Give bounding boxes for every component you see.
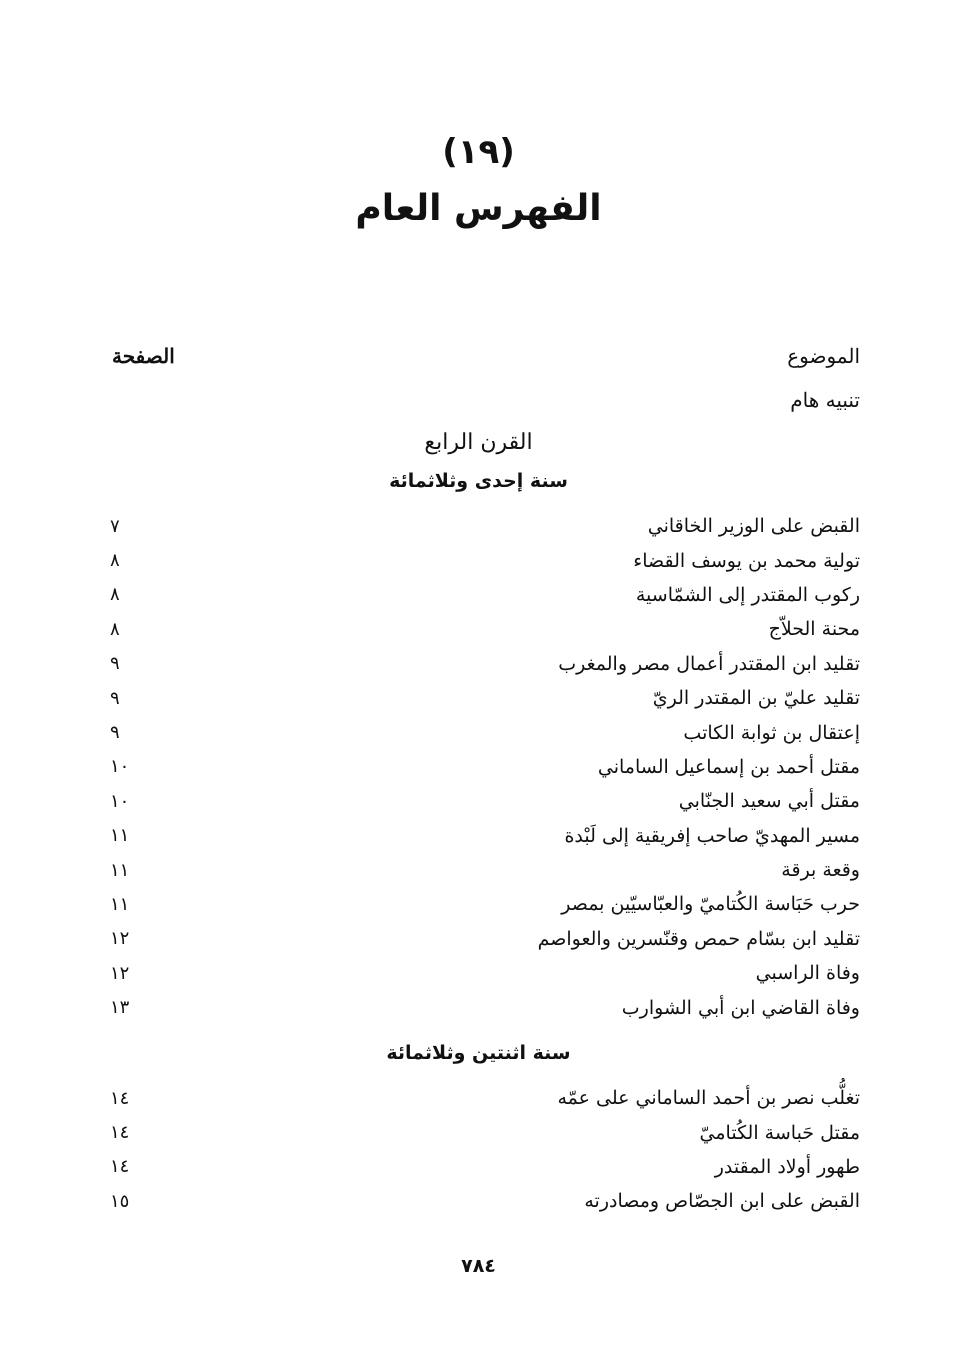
entry-title: مسير المهديّ صاحب إفريقية إلى لَبْدة xyxy=(564,824,860,847)
entry-page: ١٢ xyxy=(110,928,130,950)
list-item xyxy=(110,990,860,1024)
list-item xyxy=(110,509,860,543)
entry-title: تقليد ابن المقتدر أعمال مصر والمغرب xyxy=(558,652,860,675)
entry-title: حرب حَبَاسة الكُتاميّ والعبّاسيّين بمصر xyxy=(561,893,860,916)
list-item xyxy=(110,853,860,887)
entry-title: تغلُّب نصر بن أحمد الساماني على عمّه xyxy=(557,1087,860,1110)
topic-column-heading: الموضوع xyxy=(787,344,860,368)
entry-page: ١١ xyxy=(110,893,130,915)
entry-title: تولية محمد بن يوسف القضاء xyxy=(633,549,860,572)
entry-page: ٩ xyxy=(110,687,120,709)
entry-page: ٧ xyxy=(110,515,120,537)
entry-title: القبض على ابن الجصّاص ومصادرته xyxy=(584,1190,860,1213)
century-heading: القرن الرابع xyxy=(424,430,533,455)
entry-page: ١٤ xyxy=(110,1087,130,1109)
list-item xyxy=(110,543,860,577)
entry-page: ١٥ xyxy=(110,1190,130,1212)
entry-title: وفاة الراسبي xyxy=(755,962,860,985)
entry-page: ١١ xyxy=(110,859,130,881)
entry-title: إعتقال بن ثوابة الكاتب xyxy=(683,721,860,744)
list-item xyxy=(110,1184,860,1218)
list-item xyxy=(110,612,860,646)
list-item xyxy=(110,956,860,990)
list-item xyxy=(110,715,860,749)
entry-title: وفاة القاضي ابن أبي الشوارب xyxy=(621,996,860,1019)
entry-title: ركوب المقتدر إلى الشمّاسية xyxy=(635,583,860,606)
entry-title: مقتل أبي سعيد الجنّابي xyxy=(678,790,860,813)
page-number: ٧٨٤ xyxy=(461,1255,496,1277)
page-title: الفهرس العام xyxy=(355,188,602,229)
list-item xyxy=(110,1150,860,1184)
entry-page: ١٤ xyxy=(110,1122,130,1144)
list-item xyxy=(110,819,860,853)
entry-title: القبض على الوزير الخاقاني xyxy=(647,515,860,538)
page-column-heading: الصفحة xyxy=(112,344,175,368)
list-item xyxy=(110,647,860,681)
entry-title: وقعة برقة xyxy=(781,859,860,882)
entry-page: ١٢ xyxy=(110,962,130,984)
section-heading-year-301: سنة إحدى وثلاثمائة xyxy=(389,470,568,492)
entry-page: ١٠ xyxy=(110,790,130,812)
entry-title: طهور أولاد المقتدر xyxy=(714,1155,860,1178)
entry-page: ١١ xyxy=(110,825,130,847)
chapter-number: (١٩) xyxy=(442,132,515,172)
section-heading-year-302: سنة اثنتين وثلاثمائة xyxy=(386,1042,571,1064)
list-item xyxy=(110,922,860,956)
entry-page: ١٤ xyxy=(110,1156,130,1178)
entry-title: تقليد ابن بسّام حمص وقنّسرين والعواصم xyxy=(537,927,860,950)
entry-page: ٨ xyxy=(110,618,120,640)
list-item xyxy=(110,750,860,784)
entry-page: ٨ xyxy=(110,584,120,606)
list-item xyxy=(110,578,860,612)
important-notice: تنبيه هام xyxy=(790,388,860,412)
entry-page: ٩ xyxy=(110,722,120,744)
entry-page: ١٠ xyxy=(110,756,130,778)
entry-title: تقليد عليّ بن المقتدر الريّ xyxy=(652,687,860,710)
entry-page: ٨ xyxy=(110,550,120,572)
list-item xyxy=(110,681,860,715)
list-item xyxy=(110,1115,860,1149)
entry-title: محنة الحلاّج xyxy=(768,618,860,641)
list-item xyxy=(110,887,860,921)
entry-page: ١٣ xyxy=(110,997,130,1019)
entry-list-year-301 xyxy=(110,509,860,1025)
entry-title: مقتل حَباسة الكُتاميّ xyxy=(699,1121,860,1144)
entry-page: ٩ xyxy=(110,653,120,675)
list-item xyxy=(110,1081,860,1115)
list-item xyxy=(110,784,860,818)
entry-list-year-302 xyxy=(110,1081,860,1219)
entry-title: مقتل أحمد بن إسماعيل الساماني xyxy=(597,755,860,778)
